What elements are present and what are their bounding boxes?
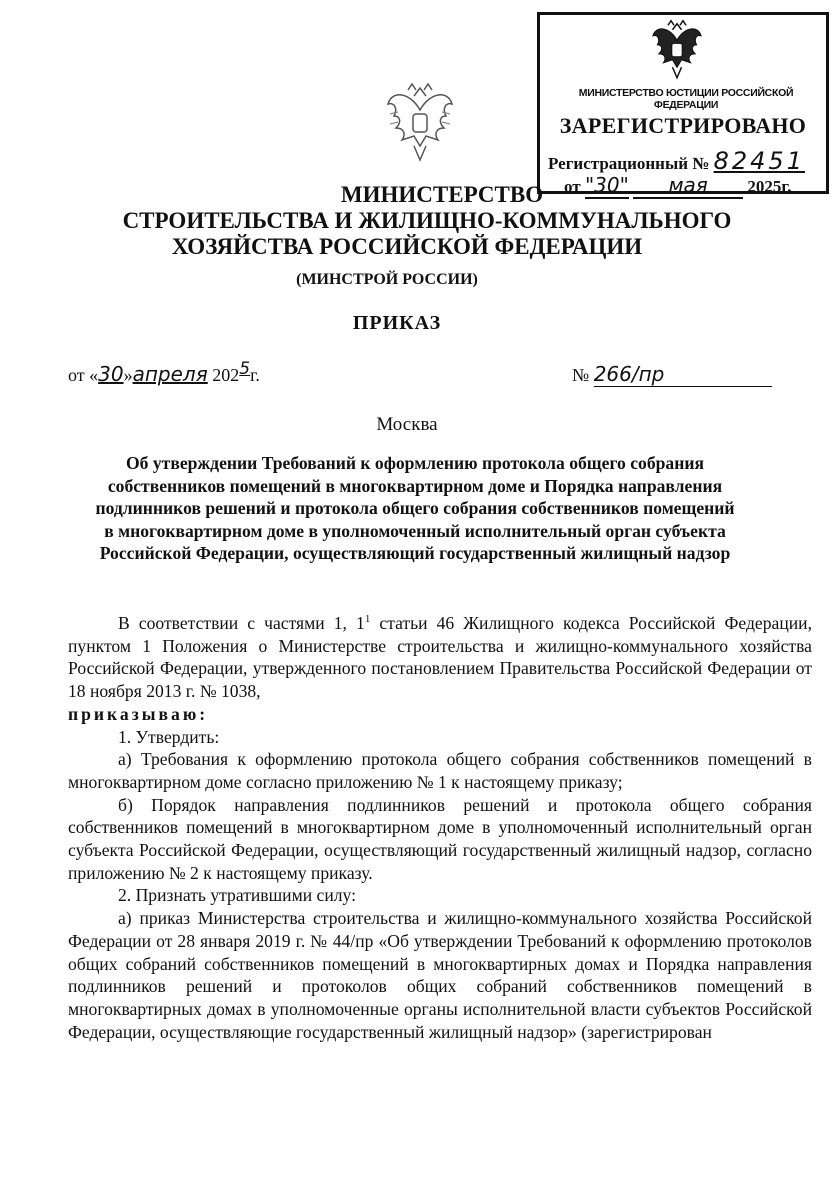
clause-2a: а) приказ Министерства строительства и жилищно-коммунального хозяйства Российской Федерации от 28 января 2019 г. № 44/пр «Об утверждении Требований к оформлению протоколов общих собраний собственников помещений в многоквартирных домах и Порядка направления подлинников решений и протоколов общих собраний собственников помещений в многоквартирных домах в уполномоченные органы исполнительной власти субъектов Российской Федерации, осуществляющие государственный жилищный надзор» (зарегистрирован: [68, 908, 812, 1042]
stamp-year-suffix: г.: [781, 177, 792, 196]
order-date-prefix: от «: [68, 365, 99, 385]
stamp-coat-of-arms-icon: [650, 19, 704, 81]
ministry-short-name: (МИНСТРОЙ РОССИИ): [296, 271, 478, 288]
stamp-registered-label: ЗАРЕГИСТРИРОВАНО: [559, 113, 807, 138]
clause-1: 1. Утвердить:: [118, 726, 220, 747]
ministry-name-line-3: ХОЗЯЙСТВА РОССИЙСКОЙ ФЕДЕРАЦИИ: [171, 234, 643, 259]
order-number-value: 266/пр: [594, 362, 772, 387]
intro-paragraph: [68, 612, 812, 703]
document-type: ПРИКАЗ: [352, 312, 442, 334]
coat-of-arms-icon: [384, 82, 456, 164]
order-date-mid: »: [123, 365, 133, 385]
order-year-suffix: г.: [250, 365, 260, 385]
ministry-name-line-1: МИНИСТЕРСТВО: [340, 182, 544, 207]
ministry-name-line-2: СТРОИТЕЛЬСТВА И ЖИЛИЩНО-КОММУНАЛЬНОГО: [122, 208, 732, 233]
document-title: Об утверждении Требований к оформлению протокола общего собрания собственников помещений в многоквартирном доме и Порядка направления подлинников решений и протокола общего собрания собственников помещений в многоквартирном доме в уполномоченный исполнительный орган субъекта Российской Федерации, осуществляющий государственный жилищный надзор: [95, 453, 735, 564]
decree-word-paragraph: [68, 703, 812, 726]
order-year-prefix: 202: [207, 365, 240, 385]
intro-superscript: 1: [364, 613, 371, 626]
city: Москва: [376, 414, 438, 435]
registration-stamp: [537, 12, 829, 197]
decree-word: приказываю:: [68, 703, 209, 724]
stamp-day: "30": [584, 173, 629, 197]
order-date: [68, 359, 260, 386]
order-number: [572, 362, 772, 387]
clause-1a: а) Требования к оформлению протокола общего собрания собственников помещений в многоквартирном доме согласно приложению № 1 к настоящему приказу;: [68, 749, 812, 792]
stamp-registration-row: [548, 147, 805, 175]
order-year-digit: 5: [239, 359, 251, 379]
stamp-reg-label: Регистрационный №: [548, 154, 710, 173]
clause-2: 2. Признать утратившими силу:: [118, 885, 356, 906]
document-body: [68, 612, 812, 1043]
order-number-prefix: №: [572, 365, 590, 385]
order-day: 30: [98, 362, 124, 386]
clause-1b: б) Порядок направления подлинников решений и протокола общего собрания собственников помещений в многоквартирном доме в уполномоченный исполнительный орган субъекта Российской Федерации, осуществляющий государственный жилищный надзор, согласно приложению № 2 к настоящему приказу.: [68, 794, 812, 883]
stamp-reg-number: 82451: [713, 147, 805, 175]
order-month: апреля: [132, 362, 208, 386]
stamp-month: мая: [633, 173, 743, 199]
intro-text-a: В соответствии с частями 1, 1: [118, 613, 365, 633]
stamp-date-prefix: от: [564, 177, 581, 196]
intro-text-b: статьи 46 Жилищного кодекса Российской Федерации, пунктом 1 Положения о Министерстве строительства и жилищно-коммунального хозяйства Российской Федерации, утвержденного постановлением Правительства Российской Федерации от 18 ноября 2013 г. № 1038,: [68, 613, 812, 702]
stamp-year: 2025: [747, 177, 782, 196]
stamp-ministry-name: МИНИСТЕРСТВО ЮСТИЦИИ РОССИЙСКОЙ ФЕДЕРАЦИИ: [578, 87, 794, 111]
